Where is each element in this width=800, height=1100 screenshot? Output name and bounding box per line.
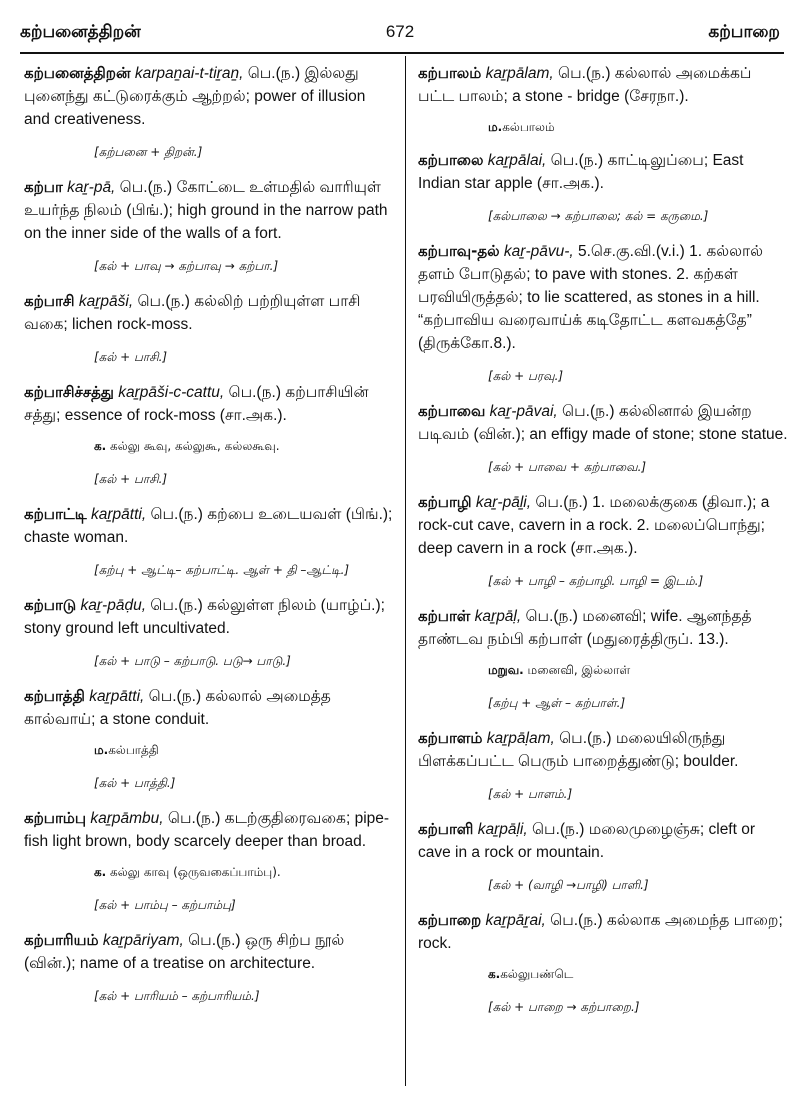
transliteration: kaṟpātti, bbox=[89, 688, 145, 705]
cognate-text: கல்பாலம் bbox=[502, 120, 555, 134]
dictionary-entry bbox=[24, 290, 394, 369]
dictionary-entry bbox=[418, 149, 788, 228]
cognate-language: மறுவ. bbox=[488, 663, 524, 677]
transliteration: kaṟpāḷam, bbox=[486, 730, 555, 747]
definition: பெ.(ந.) கற்பை உடையவள் (பிங்.); chaste woman. bbox=[24, 506, 393, 546]
dictionary-entry bbox=[418, 909, 788, 1019]
page-number: 672 bbox=[385, 22, 415, 41]
etymology: [கல் + (வாழி →பாழி) பாளி.] bbox=[488, 878, 649, 892]
dictionary-entry bbox=[24, 685, 394, 795]
transliteration: kaṟpāṟai, bbox=[485, 912, 546, 929]
cognate-note bbox=[488, 116, 788, 139]
definition: பெ.(ந.) கல்லினால் இயன்ற படிவம் (வின்.); an effigy made of stone; stone statue. bbox=[418, 403, 788, 443]
headword: கற்பாளி bbox=[418, 820, 474, 838]
transliteration: kaṟ-pāḍu, bbox=[80, 597, 146, 614]
dictionary-entry bbox=[418, 491, 788, 593]
cognate-note bbox=[94, 435, 394, 458]
definition: பெ.(ந.) ஒரு சிற்ப நூல் (வின்.); name of a treatise on architecture. bbox=[24, 932, 345, 972]
etymology: [கல் + பாத்தி.] bbox=[94, 776, 176, 790]
transliteration: kaṟpāriyam, bbox=[102, 932, 184, 949]
cognate-text: கல்லு காவு (ஒருவகைப்பாம்பு). bbox=[106, 865, 281, 879]
dictionary-entry bbox=[418, 605, 788, 715]
dictionary-entry bbox=[24, 62, 394, 164]
left-column bbox=[24, 62, 394, 1020]
transliteration: kaṟpāḷi, bbox=[477, 821, 528, 838]
headword: கற்பாட்டி bbox=[24, 505, 87, 523]
right-column bbox=[418, 62, 788, 1031]
dictionary-entry bbox=[24, 381, 394, 491]
definition: பெ.(ந.) கல்லுள்ள நிலம் (யாழ்ப்.); stony ground left uncultivated. bbox=[24, 597, 385, 637]
headword: கற்பாத்தி bbox=[24, 687, 85, 705]
column-divider bbox=[405, 56, 406, 1086]
dictionary-entry bbox=[24, 929, 394, 1008]
headword: கற்பாம்பு bbox=[24, 809, 87, 827]
transliteration: kaṟ-pāvu-, bbox=[503, 243, 574, 260]
cognate-note bbox=[94, 739, 394, 762]
definition: பெ.(ந.) மலையிலிருந்து பிளக்கப்பட்ட பெரும் பாறைத்துண்டு; boulder. bbox=[418, 730, 739, 770]
cognate-text: மனைவி, இல்லாள் bbox=[523, 663, 631, 677]
definition: பெ.(ந.) இல்லது புனைந்து கட்டுரைக்கும் ஆற்றல்; power of illusion and creativeness. bbox=[24, 65, 366, 128]
definition: பெ.(ந.) கற்பாசியின் சத்து; essence of rock-moss (சா.அக.). bbox=[24, 384, 369, 424]
headword: கற்பனைத்திறன் bbox=[24, 64, 131, 82]
headword: கற்பாழி bbox=[418, 493, 472, 511]
cognate-note bbox=[94, 861, 394, 884]
transliteration: kaṟpātti, bbox=[91, 506, 147, 523]
dictionary-entry bbox=[24, 807, 394, 917]
etymology: [கற்பு + ஆள் – கற்பாள்.] bbox=[488, 696, 626, 710]
etymology: [கல் + பாசி.] bbox=[94, 350, 168, 364]
transliteration: kaṟ-pāḻi, bbox=[475, 494, 532, 511]
cognate-text: கல்பாத்தி bbox=[108, 743, 159, 757]
etymology: [கல்பாலை → கற்பாலை; கல் = கருமை.] bbox=[488, 209, 709, 223]
etymology: [கல் + பாவு → கற்பாவு → கற்பா.] bbox=[94, 259, 279, 273]
cognate-language: ம. bbox=[94, 743, 109, 757]
dictionary-entry bbox=[418, 62, 788, 139]
definition: பெ.(ந.) கோட்டை உள்மதில் வாரியுள் உயர்ந்த நிலம் (பிங்.); high ground in the narrow path on the inner side of the walls of a fort. bbox=[24, 179, 388, 242]
definition: பெ.(ந.) மலைமுழைஞ்சு; cleft or cave in a rock or mountain. bbox=[418, 821, 756, 861]
transliteration: kaṟpāši-c-cattu, bbox=[118, 384, 225, 401]
header-left-guideword: கற்பனைத்திறன் bbox=[20, 22, 141, 42]
transliteration: kaṟpālam, bbox=[485, 65, 554, 82]
transliteration: kaṟ-pā, bbox=[67, 179, 116, 196]
etymology: [கற்பு + ஆட்டி– கற்பாட்டி. ஆள் + தி –ஆட்டி.] bbox=[94, 563, 350, 577]
cognate-text: கல்லுபண்டெ bbox=[500, 967, 574, 981]
transliteration: kaṟpāḷ, bbox=[474, 608, 522, 625]
dictionary-entry bbox=[24, 503, 394, 582]
transliteration: karpaṉai-t-tiṟaṉ, bbox=[134, 65, 244, 82]
definition: பெ.(ந.) கல்லால் அமைத்த கால்வாய்; a stone conduit. bbox=[24, 688, 331, 728]
etymology: [கல் + பாறை → கற்பாறை.] bbox=[488, 1000, 640, 1014]
header-rule bbox=[20, 52, 784, 54]
cognate-language: க. bbox=[94, 865, 107, 879]
cognate-language: க. bbox=[488, 967, 501, 981]
transliteration: kaṟpāmbu, bbox=[90, 810, 164, 827]
headword: கற்பாசி bbox=[24, 292, 75, 310]
headword: கற்பாடு bbox=[24, 596, 77, 614]
cognate-language: ம. bbox=[488, 120, 503, 134]
definition: பெ.(ந.) கல்லாக அமைந்த பாறை; rock. bbox=[418, 912, 783, 952]
dictionary-entry bbox=[418, 400, 788, 479]
headword: கற்பாசிச்சத்து bbox=[24, 383, 114, 401]
dictionary-entry bbox=[24, 594, 394, 673]
etymology: [கல் + பரவு.] bbox=[488, 369, 564, 383]
headword: கற்பாவை bbox=[418, 402, 486, 420]
dictionary-entry bbox=[418, 818, 788, 897]
etymology: [கல் + பாவை + கற்பாவை.] bbox=[488, 460, 647, 474]
cognate-language: க. bbox=[94, 439, 107, 453]
etymology: [கல் + பாளம்.] bbox=[488, 787, 573, 801]
headword: கற்பாலை bbox=[418, 151, 484, 169]
definition: பெ.(ந.) மனைவி; wife. ஆனந்தத் தாண்டவ நம்பி கற்பாள் (மதுரைத்திருப். 13.). bbox=[418, 608, 752, 648]
definition: பெ.(ந.) காட்டிலுப்பை; East Indian star apple (சா.அக.). bbox=[418, 152, 744, 192]
transliteration: kaṟpālai, bbox=[487, 152, 547, 169]
cognate-text: கல்லு கூவு, கல்லுகூ, கல்லகூவு. bbox=[106, 439, 280, 453]
definition: 5.செ.கு.வி.(v.i.) 1. கல்லால் தளம் போடுதல்; to pave with stones. 2. கற்கள் பரவியிருத்தல்; to lie scattered, as stones in a hill. “கற்பாவிய வரைவாய்க் கடிதோட்ட களவகத்தே” (திருக்கோ.8.). bbox=[418, 243, 763, 352]
etymology: [கல் + பாசி.] bbox=[94, 472, 168, 486]
dictionary-entry bbox=[418, 240, 788, 388]
definition: பெ.(ந.) கடற்குதிரைவகை; pipe-fish light brown, body scarcely deeper than broad. bbox=[24, 810, 390, 850]
etymology: [கற்பனை + திறன்.] bbox=[94, 145, 203, 159]
transliteration: kaṟpāši, bbox=[78, 293, 134, 310]
etymology: [கல் + பாழி – கற்பாழி. பாழி = இடம்.] bbox=[488, 574, 704, 588]
headword: கற்பாவு-தல் bbox=[418, 242, 500, 260]
definition: பெ.(ந.) கல்லால் அமைக்கப் பட்ட பாலம்; a stone - bridge (சேரநா.). bbox=[418, 65, 752, 105]
headword: கற்பாரியம் bbox=[24, 931, 99, 949]
etymology: [கல் + பாம்பு – கற்பாம்பு] bbox=[94, 898, 236, 912]
header-right-guideword: கற்பாறை bbox=[708, 22, 780, 42]
etymology: [கல் + பாரியம் – கற்பாரியம்.] bbox=[94, 989, 260, 1003]
definition: பெ.(ந.) 1. மலைக்குகை (திவா.); a rock-cut cave, cavern in a rock. 2. மலைப்பொந்து; deep cavern in a rock (சா.அக.). bbox=[418, 494, 770, 557]
transliteration: kaṟ-pāvai, bbox=[489, 403, 558, 420]
headword: கற்பா bbox=[24, 178, 63, 196]
headword: கற்பாறை bbox=[418, 911, 482, 929]
definition: பெ.(ந.) கல்லிற் பற்றியுள்ள பாசி வகை; lichen rock-moss. bbox=[24, 293, 361, 333]
headword: கற்பாள் bbox=[418, 607, 471, 625]
cognate-note bbox=[488, 963, 788, 986]
etymology: [கல் + பாடு – கற்பாடு. படு→ பாடு.] bbox=[94, 654, 291, 668]
dictionary-entry bbox=[418, 727, 788, 806]
cognate-note bbox=[488, 659, 788, 682]
dictionary-entry bbox=[24, 176, 394, 278]
headword: கற்பாலம் bbox=[418, 64, 482, 82]
headword: கற்பாளம் bbox=[418, 729, 483, 747]
